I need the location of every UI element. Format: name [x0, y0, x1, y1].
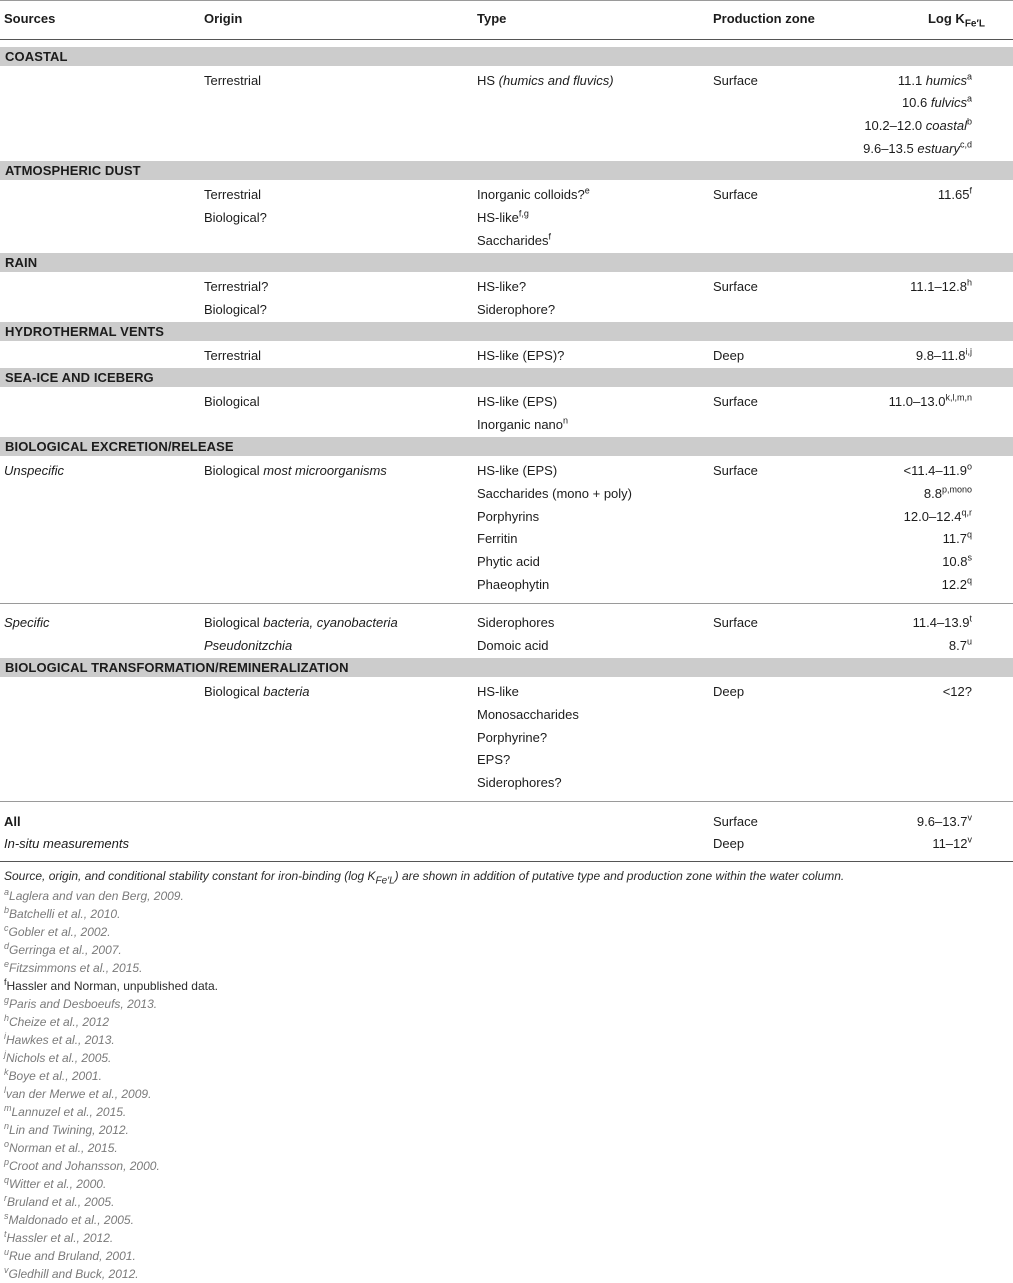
footnote: $^o$Norman et al., 2015. [4, 1139, 118, 1155]
bio-unspecific-type-5: Phytic acid [477, 554, 540, 569]
vents-type: HS-like (EPS)? [477, 348, 565, 363]
section-biological-transformation: BIOLOGICAL TRANSFORMATION/REMINERALIZATION [0, 658, 1013, 677]
table-caption: Source, origin, and conditional stability constant for iron-binding (log $K_{Fe'L}$) are shown in addition of putative type and production zone within the water column. [4, 869, 845, 887]
dust-origin-1: Terrestrial [204, 187, 262, 202]
dust-k: 11.65$^f$ [937, 185, 972, 202]
bio-unspecific-k-2: $8.8^{p,mono}$ [923, 484, 972, 501]
dust-type-3: Saccharides$^f$ [477, 231, 552, 248]
table-header [0, 0, 1013, 40]
section-hydrothermal-vents: HYDROTHERMAL VENTS [0, 322, 1013, 341]
coastal-k-3: 10.2–12.0 coastal$^b$ [864, 116, 972, 133]
vents-zone: Deep [713, 348, 745, 363]
footnote: $^p$Croot and Johansson, 2000. [4, 1157, 160, 1173]
dust-type-1: Inorganic colloids?$^e$ [477, 185, 590, 202]
all-zone-1: Surface [713, 814, 758, 829]
rain-k: 11.1–12.8$^h$ [910, 277, 972, 294]
divider [0, 603, 1013, 604]
remin-type-5: Siderophores? [477, 775, 562, 790]
vents-origin: Terrestrial [204, 348, 262, 363]
bio-unspecific-type-3: Porphyrins [477, 509, 540, 524]
bio-specific-source: Specific [4, 615, 50, 630]
footnote: $^g$Paris and Desboeufs, 2013. [4, 995, 158, 1011]
bio-unspecific-type-4: Ferritin [477, 531, 518, 546]
section-atmospheric-dust: ATMOSPHERIC DUST [0, 161, 1013, 180]
footnote: $^d$Gerringa et al., 2007. [4, 941, 122, 957]
dust-origin-2: Biological? [204, 210, 267, 225]
divider [0, 801, 1013, 802]
coastal-zone: Surface [713, 73, 758, 88]
footnote: $^n$Lin and Twining, 2012. [4, 1121, 129, 1137]
dust-zone: Surface [713, 187, 758, 202]
all-zone-2: Deep [713, 836, 745, 851]
footnote: $^k$Boye et al., 2001. [4, 1067, 102, 1083]
section-sea-ice: SEA-ICE AND ICEBERG [0, 368, 1013, 387]
footnote: $^l$van der Merwe et al., 2009. [4, 1085, 152, 1101]
coastal-type: HS (humics and fluvics) [477, 73, 614, 88]
bio-unspecific-k-1: $<11.4-11.9^o$ [903, 461, 972, 478]
remin-k: <12? [942, 684, 972, 699]
remin-type-2: Monosaccharides [477, 707, 579, 722]
footnote: $^u$Rue and Bruland, 2001. [4, 1247, 136, 1263]
remin-type-3: Porphyrine? [477, 730, 548, 745]
rain-type-2: Siderophore? [477, 302, 556, 317]
seaice-type-1: HS-like (EPS) [477, 394, 558, 409]
footnote: $^b$Batchelli et al., 2010. [4, 905, 121, 921]
table-bottom-rule [0, 861, 1013, 862]
header-type: Type [477, 11, 507, 26]
rain-type-1: HS-like? [477, 279, 527, 294]
header-production-zone: Production zone [713, 11, 815, 26]
vents-k: 9.8–11.8$^{i,j}$ [915, 346, 972, 363]
bio-unspecific-k-3: 12.0–12.4$^{q,r}$ [903, 507, 972, 524]
footnote: $^j$Nichols et al., 2005. [4, 1049, 112, 1065]
bio-specific-origin-1: Biological bacteria, cyanobacteria [204, 615, 398, 630]
rain-origin-1: Terrestrial? [204, 279, 269, 294]
seaice-type-2: Inorganic nano$^n$ [477, 415, 569, 432]
bio-specific-type-2: Domoic acid [477, 638, 549, 653]
footnote: $^r$Bruland et al., 2005. [4, 1193, 115, 1209]
footnote: $^q$Witter et al., 2000. [4, 1175, 107, 1191]
bio-unspecific-k-4: 11.7$^q$ [942, 529, 972, 546]
remin-type-4: EPS? [477, 752, 511, 767]
footnotes [4, 887, 218, 1283]
bio-unspecific-type-6: Phaeophytin [477, 577, 550, 592]
dust-type-2: HS-like$^{f,g}$ [477, 208, 529, 225]
coastal-origin: Terrestrial [204, 73, 262, 88]
bio-specific-k-1: 11.4–13.9$^t$ [912, 613, 972, 630]
section-coastal: COASTAL [0, 47, 1013, 66]
bio-unspecific-k-6: 12.2$^q$ [941, 575, 972, 592]
bio-specific-origin-2: Pseudonitzchia [204, 638, 293, 653]
footnote: $^c$Gobler et al., 2002. [4, 923, 111, 939]
coastal-k-2: 10.6 fulvics$^a$ [901, 93, 972, 110]
rain-zone: Surface [713, 279, 758, 294]
remin-type-1: HS-like [477, 684, 519, 699]
seaice-zone: Surface [713, 394, 758, 409]
bio-unspecific-type-2: Saccharides (mono + poly) [477, 486, 632, 501]
footnote: $^m$Lannuzel et al., 2015. [4, 1103, 127, 1119]
footnote: $^v$Gledhill and Buck, 2012. [4, 1265, 139, 1281]
footnote: $^h$Cheize et al., 2012 [4, 1013, 110, 1029]
bio-unspecific-source: Unspecific [4, 463, 64, 478]
section-rain: RAIN [0, 253, 1013, 272]
bio-unspecific-zone: Surface [713, 463, 758, 478]
bio-specific-zone: Surface [713, 615, 758, 630]
footnote: $^e$Fitzsimmons et al., 2015. [4, 959, 143, 975]
header-log-k: Log $K_{Fe'L}$ [927, 11, 985, 30]
remin-origin: Biological bacteria [204, 684, 310, 699]
bio-unspecific-origin: Biological most microorganisms [204, 463, 387, 478]
footnote: $^t$Hassler et al., 2012. [4, 1229, 114, 1245]
all-label: All [4, 814, 21, 829]
bio-specific-k-2: 8.7$^u$ [948, 636, 972, 653]
bio-unspecific-type-1: HS-like (EPS) [477, 463, 558, 478]
coastal-k-1: 11.1 humics$^a$ [897, 71, 972, 88]
all-k-2: 11–12$^v$ [932, 834, 972, 851]
section-biological-excretion: BIOLOGICAL EXCRETION/RELEASE [0, 437, 1013, 456]
bio-unspecific-k-5: 10.8$^s$ [942, 552, 972, 569]
seaice-origin: Biological [204, 394, 260, 409]
remin-zone: Deep [713, 684, 745, 699]
bio-specific-type-1: Siderophores [477, 615, 555, 630]
rain-origin-2: Biological? [204, 302, 267, 317]
all-k-1: 9.6–13.7$^v$ [916, 812, 972, 829]
footnote: $^a$Laglera and van den Berg, 2009. [4, 887, 184, 903]
footnote: $^s$Maldonado et al., 2005. [4, 1211, 134, 1227]
footnote: $^i$Hawkes et al., 2013. [4, 1031, 115, 1047]
footnote: $^f$Hassler and Norman, unpublished data. [4, 977, 218, 993]
header-sources: Sources [4, 11, 56, 26]
header-origin: Origin [204, 11, 243, 26]
coastal-k-4: 9.6–13.5 estuary$^{c,d}$ [863, 139, 972, 156]
seaice-k: 11.0–13.0$^{k,l,m,n}$ [888, 392, 972, 409]
all-in-situ-label: In-situ measurements [4, 836, 129, 851]
